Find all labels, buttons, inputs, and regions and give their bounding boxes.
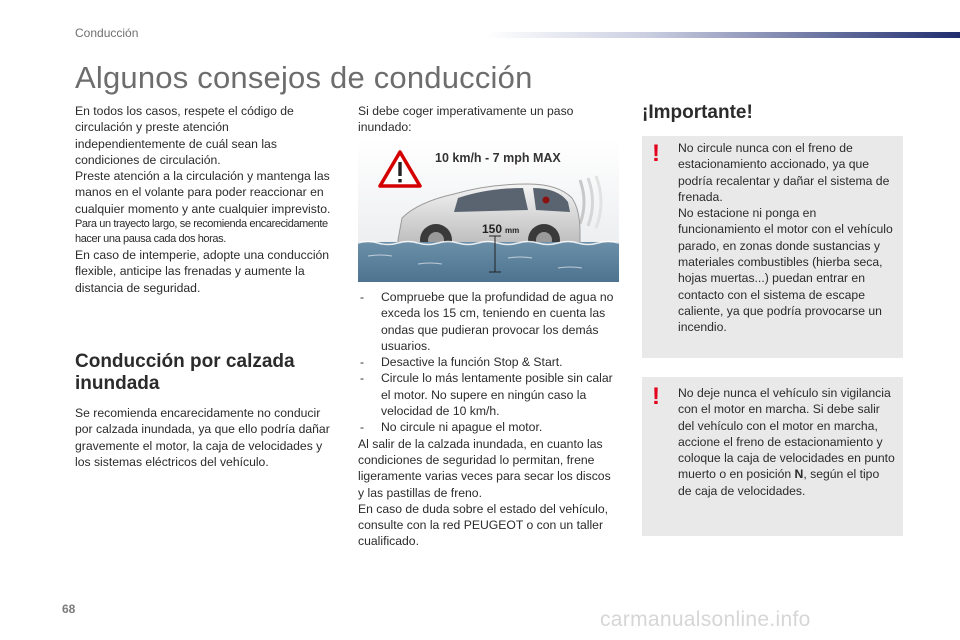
section-label: Conducción [75,26,139,40]
important-heading: ¡Importante! [642,102,753,123]
flooded-road-paragraph: Se recomienda encarecidamente no conducir por calzada inundada, ya que ello podría dañar gravemente el motor, la caja de velocidades y los sistemas eléctricos del vehículo. [75,406,330,469]
intro-paragraph-2: Preste atención a la circulación y mantenga las manos en el volante para poder reaccionar en cualquier momento y ante cualquier imprevisto. [75,169,331,216]
warning-exclamation-icon: ! [652,383,660,410]
warning-box-2 [642,377,903,536]
header-bar [486,32,960,38]
warning-paragraph: No circule nunca con el freno de estacionamiento accionado, ya que podría recalentar y dañar el sistema de frenada. [678,141,890,204]
speed-limit-label: 10 km/h - 7 mph MAX [435,151,561,165]
doubt-paragraph: En caso de duda sobre el estado del vehículo, consulte con la red PEUGEOT o con un taller cualificado. [358,501,609,549]
instruction-list [358,289,620,436]
warning-box-1 [642,136,903,358]
depth-unit: mm [505,226,520,235]
water-level [358,242,619,282]
flooded-intro: Si debe coger imperativamente un paso inundado: [358,104,574,135]
intro-column [75,103,337,296]
warning-text-part: No deje nunca el vehículo sin vigilancia con el motor en marcha. Si debe salir del vehículo con el motor en marcha, accione el freno de estacionamiento y coloque la caja de velocidades en punto muerto o en posición [678,386,895,482]
warning-paragraph: No estacione ni ponga en funcionamiento el motor con el vehículo parado, en zonas donde sustancias y materiales combustibles (hierba seca, hojas muertas...) puedan entrar en contacto con el sistema de escape caliente, ya que podría provocarse un incendio. [678,206,893,335]
flooded-road-heading: Conducción por calzada inundada [75,351,295,394]
intro-paragraph-1: En todos los casos, respete el código de circulación y preste atención independientemente de cuál sean las condiciones de circulación. [75,104,294,167]
warning-text-part: , según el tipo de caja de velocidades. [678,467,880,498]
flooded-road-illustration [358,140,619,282]
page-number: 68 [62,602,76,616]
list-item: - Compruebe que la profundidad de agua no exceda los 15 cm, teniendo en cuenta las ondas que pudieran provocar los demás usuarios. [358,289,620,354]
intro-paragraph-3: Para un trayecto largo, se recomienda encarecidamente hacer una pausa cada dos horas. [75,218,328,246]
warning-text-1 [678,140,895,336]
watermark: carmanualsonline.info [600,608,811,631]
list-item: - Circule lo más lentamente posible sin calar el motor. No supere en ningún caso la velocidad de 10 km/h. [358,370,620,419]
page-title: Algunos consejos de conducción [75,60,533,95]
depth-value: 150 [482,222,503,236]
car-in-water-image [358,140,619,282]
neutral-position-letter: N [794,467,804,482]
list-item: - Desactive la función Stop & Start. [358,354,620,370]
intro-paragraph-4: En caso de intemperie, adopte una conducción flexible, anticipe las frenadas y aumente la distancia de seguridad. [75,248,330,295]
list-item: - No circule ni apague el motor. [358,419,620,435]
after-flood-paragraph: Al salir de la calzada inundada, en cuanto las condiciones de seguridad lo permitan, frene ligeramente varias veces para secar los discos y las pastillas de freno. [358,436,611,500]
flooded-instructions [358,289,620,550]
warning-exclamation-icon: ! [652,140,660,167]
warning-text-2 [678,385,895,499]
